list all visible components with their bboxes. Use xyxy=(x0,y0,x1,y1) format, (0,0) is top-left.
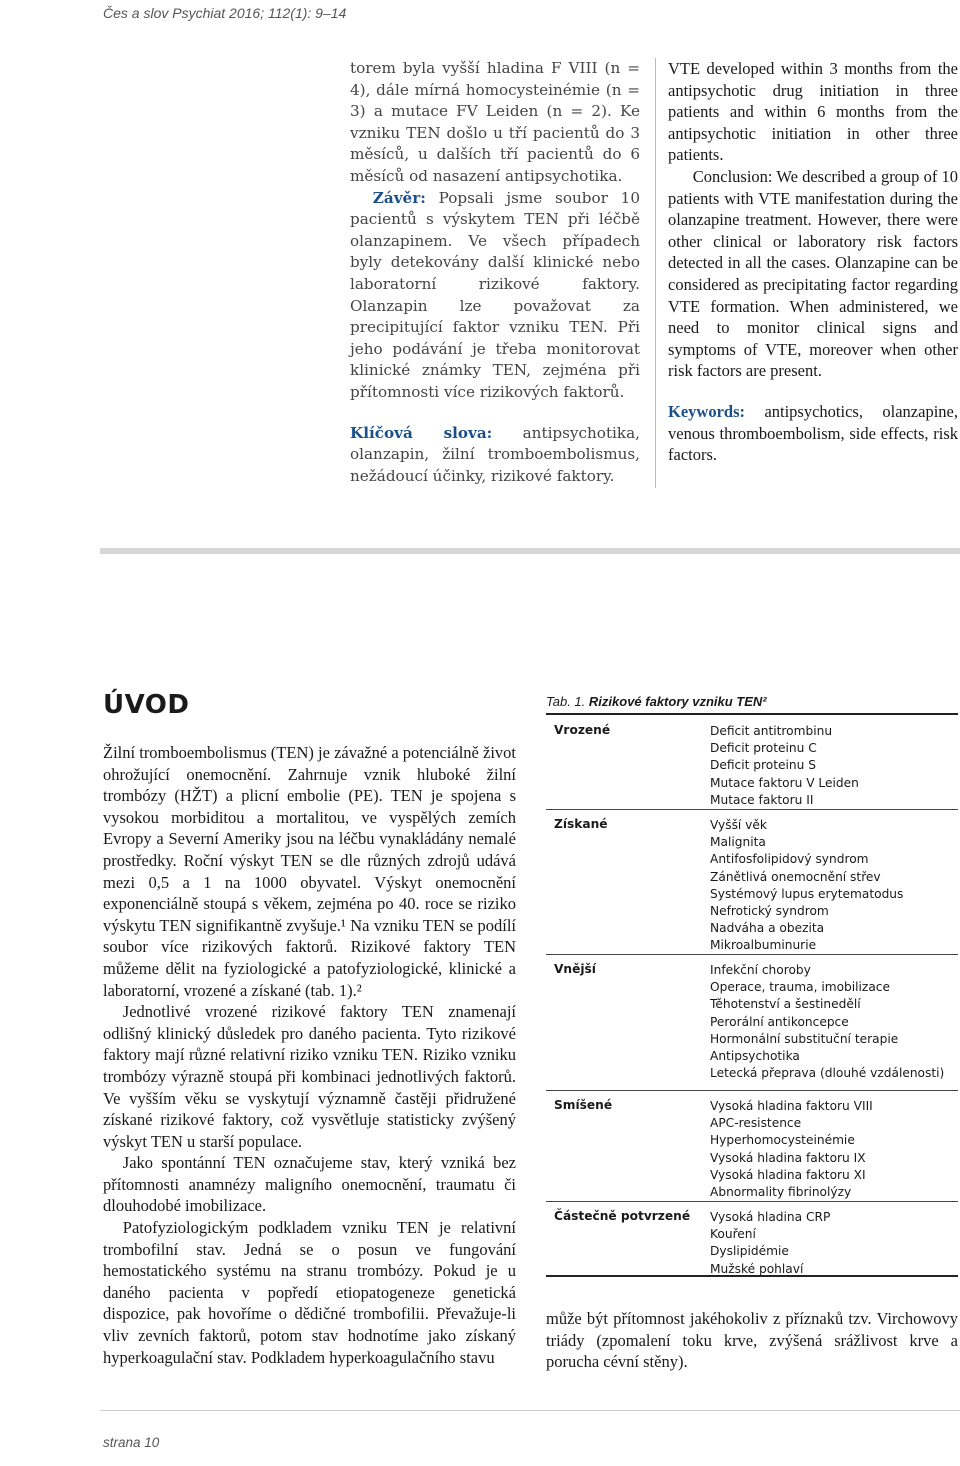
footer-divider xyxy=(100,1410,960,1411)
section-title: ÚVOD xyxy=(103,690,190,720)
keywords-label-en: Keywords: xyxy=(668,401,745,421)
table-item: Perorální antikoncepce xyxy=(710,1014,849,1029)
page-number: strana 10 xyxy=(103,1435,160,1450)
keywords-text-en: antipsychotics, olanzapine, venous thromboembolism, side effects, risk factors. xyxy=(668,401,958,465)
keywords-label: Klíčová slova: xyxy=(350,423,493,442)
table-row xyxy=(546,1201,958,1275)
table-item: Systémový lupus erytematodus xyxy=(710,886,904,901)
abstract-en-paragraph: VTE developed within 3 months from the antipsychotic drug initiation in three patients and within 6 months from the antipsychotic initiation in other three patients. xyxy=(668,59,958,165)
table-row xyxy=(546,954,958,1091)
intro-paragraph: Jednotlivé vrozené rizikové faktory TEN znamenají odlišný klinický důsledek pro daného pacienta. Tyto rizikové faktory mají různé relativní riziko vzniku TEN. Riziko vzniku trombózy výrazně stoupá při kombinaci jednotlivých faktorů. Ve vyšším věku se vyskytují významně častěji přidružené získané rizikové faktory, což vysvětluje statisticky zvýšený výskyt TEN u starší populace. xyxy=(103,1002,516,1151)
conclusion-label: Závěr: xyxy=(372,188,426,207)
table-item: Deficit proteinu C xyxy=(710,741,817,756)
table-item: APC-resistence xyxy=(710,1116,802,1131)
table-item: Antifosfolipidový syndrom xyxy=(710,852,869,867)
intro-paragraph: Žilní tromboembolismus (TEN) je závažné a potenciálně život ohrožující onemocnění. Zahrnuje vznik hluboké žilní trombózy (HŽT) a plicní embolie (PE). TEN je spojena s vysokou morbiditou a mortalitou, ve vyspělých zemích Evropy a Severní Ameriky jsou na léčbu vynakládány nemalé prostředky. Roční výskyt TEN se dle různých zdrojů udává mezi 0,5 a 1 na 1000 obyvatel. Výskyt onemocnění exponenciálně stoupá s věkem, zejména po 40. roce se riziko výskytu TEN signifikantně zvyšuje.¹ Na vzniku TEN se podílí soubor více rizikových faktorů. Rizikové faktory TEN můžeme dělit na fyziologické a patofyziologické, klinické a laboratorní, vrozené a získané (tab. 1).² xyxy=(103,743,516,1000)
table-items xyxy=(710,1209,955,1278)
table-caption-prefix: Tab. 1. xyxy=(546,694,586,709)
table-row xyxy=(546,1090,958,1202)
table-item: Nefrotický syndrom xyxy=(710,904,829,919)
table-item: Nadváha a obezita xyxy=(710,921,825,936)
table-caption xyxy=(546,694,767,709)
table-category: Vnější xyxy=(554,962,596,976)
table-item: Letecká přeprava (dlouhé vzdálenosti) xyxy=(710,1066,945,1081)
table-row xyxy=(546,809,958,955)
table-items xyxy=(710,817,955,955)
conclusion-text: Popsali jsme soubor 10 pacientů s výskytem TEN při léčbě olanzapinem. Ve všech případech byly detekovány další klinické nebo laboratorní rizikové faktory. Olanzapin lze považovat za precipitující faktor vzniku TEN. Při jeho podávání je třeba monitorovat klinické známky TEN, zejména při přítomnosti více rizikových faktorů. xyxy=(350,188,640,401)
table-item: Operace, trauma, imobilizace xyxy=(710,980,890,995)
table-item: Kouření xyxy=(710,1227,756,1242)
intro-paragraph: Jako spontánní TEN označujeme stav, který vzniká bez přítomnosti anamnézy maligního onemocnění, traumatu či dlouhodobé imobilizace. xyxy=(103,1153,516,1216)
abstract-en xyxy=(668,58,958,466)
table-item: Vysoká hladina CRP xyxy=(710,1210,831,1224)
journal-header: Čes a slov Psychiat 2016; 112(1): 9–14 xyxy=(103,5,347,21)
risk-factors-table xyxy=(546,713,958,1277)
abstract-cz-keywords xyxy=(350,423,640,488)
abstract-cz-paragraph: torem byla vyšší hladina F VIII (n = 4), dále mírná homocysteinémie (n = 3) a mutace FV Leiden (n = 2). Ke vzniku TEN došlo u tří pacientů do 3 měsíců, u dalších tří pacientů do 6 měsíců od nasazení antipsychotika. xyxy=(350,59,640,185)
table-item: Malignita xyxy=(710,835,766,850)
table-item: Deficit antitrombinu xyxy=(710,724,833,738)
table-item: Mikroalbuminurie xyxy=(710,938,817,953)
abstract-cz xyxy=(350,58,640,487)
abstract-en-conclusion: Conclusion: We described a group of 10 patients with VTE manifestation during the olanzapine treatment. However, there were other clinical or laboratory risk factors detected in all the cases. Olanzapine can be considered as precipitating factor regarding VTE formation. When administered, we need to monitor clinical signs and symptoms of VTE, moreover when other risk factors are present. xyxy=(668,166,958,381)
table-item: Vyšší věk xyxy=(710,818,767,832)
intro-body xyxy=(103,742,516,1368)
table-item: Infekční choroby xyxy=(710,963,811,977)
table-item: Vysoká hladina faktoru XI xyxy=(710,1167,866,1182)
table-row xyxy=(546,715,958,810)
continuation-paragraph: může být přítomnost jakéhokoliv z příznaků tzv. Virchowovy triády (zpomalení toku krve, zvýšená srážlivost krve a porucha cévní stěny). xyxy=(546,1309,958,1372)
table-item: Hyperhomocysteinémie xyxy=(710,1133,855,1148)
section-separator xyxy=(100,548,960,554)
table-items xyxy=(710,723,955,809)
column-divider xyxy=(655,58,656,488)
table-item: Mutace faktoru II xyxy=(710,792,814,807)
table-item: Mutace faktoru V Leiden xyxy=(710,775,859,790)
table-item: Deficit proteinu S xyxy=(710,758,816,773)
table-category: Částečně potvrzené xyxy=(554,1209,691,1223)
table-item: Hormonální substituční terapie xyxy=(710,1031,899,1046)
intro-paragraph: Patofyziologickým podkladem vzniku TEN je relativní trombofilní stav. Jedná se o posun ve fungování hemostatického systému na stranu trombózy. Pokud je u daného pacienta v popředí etiopatogeneze genetická dispozice, pak hovoříme o dědičné trombofilii. Převažuje-li vliv zevních faktorů, potom stav hodnotíme jako získaný hyperkoagulační stav. Podkladem hyperkoagulačního stavu xyxy=(103,1218,516,1367)
table-item: Zánětlivá onemocnění střev xyxy=(710,869,881,884)
table-category: Získané xyxy=(554,817,608,831)
table-item: Mužské pohlaví xyxy=(710,1261,804,1276)
table-item: Těhotenství a šestinedělí xyxy=(710,997,861,1012)
table-item: Antipsychotika xyxy=(710,1049,800,1064)
table-items xyxy=(710,962,955,1082)
abstract-cz-conclusion xyxy=(350,188,640,404)
table-category: Vrozené xyxy=(554,723,611,737)
table-item: Vysoká hladina faktoru IX xyxy=(710,1150,866,1165)
table-item: Vysoká hladina faktoru VIII xyxy=(710,1099,873,1113)
table-items xyxy=(710,1098,955,1201)
table-item: Abnormality fibrinolýzy xyxy=(710,1185,852,1200)
keywords-text: antipsychotika, olanzapin, žilní tromboembolismus, nežádoucí účinky, rizikové faktory. xyxy=(350,423,640,485)
table-caption-title: Rizikové faktory vzniku TEN² xyxy=(588,694,767,709)
table-category: Smíšené xyxy=(554,1098,613,1112)
table-item: Dyslipidémie xyxy=(710,1244,789,1259)
abstract-en-keywords xyxy=(668,401,958,466)
